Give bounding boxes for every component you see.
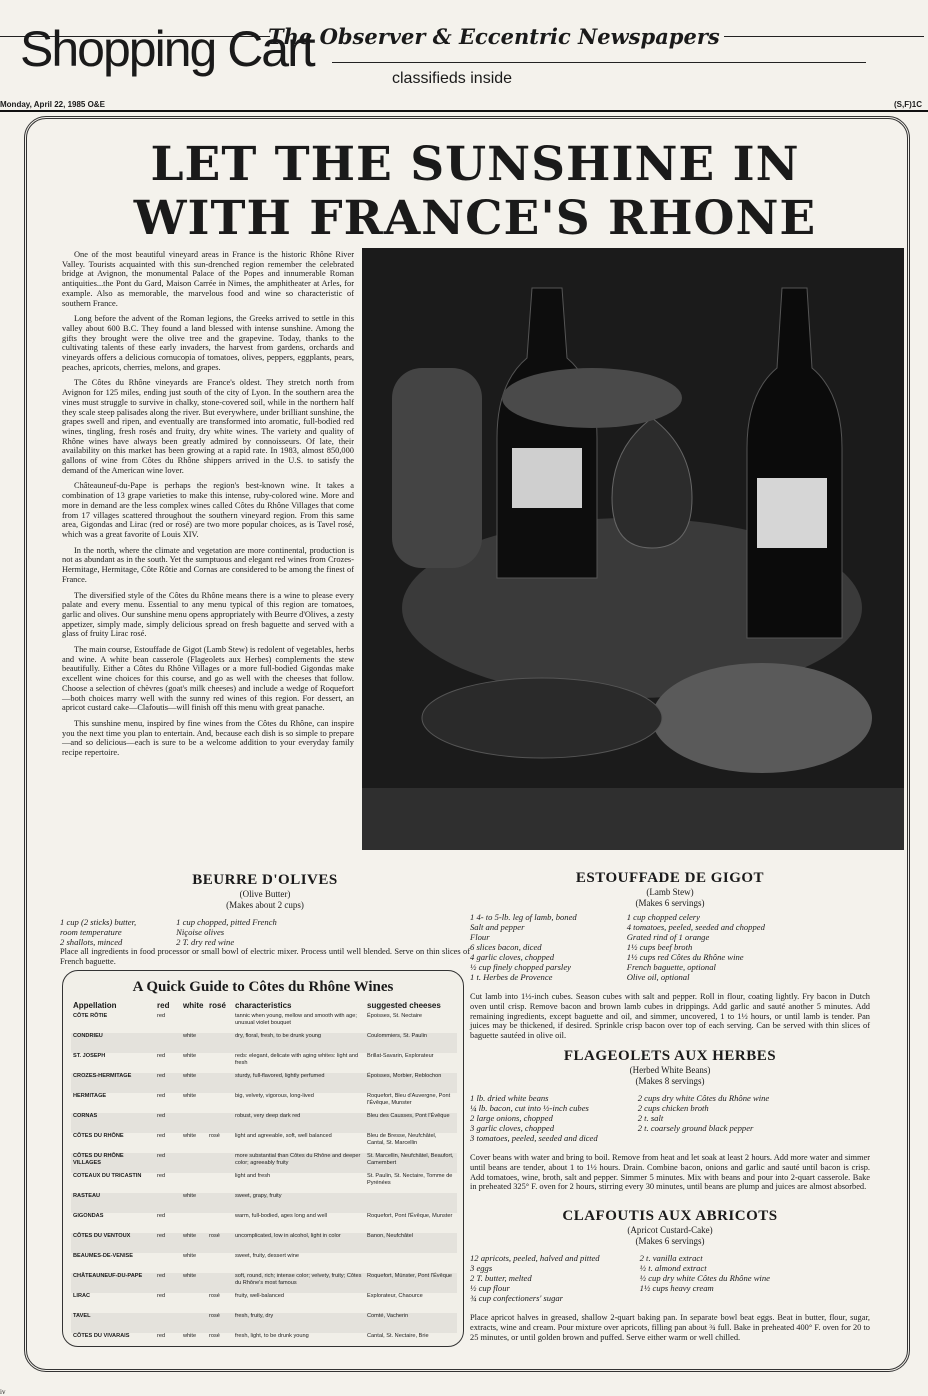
rose-cell	[207, 1113, 233, 1133]
appellation-cell: RASTEAU	[71, 1193, 155, 1213]
wine-guide-box	[62, 970, 464, 1347]
ingredient: Flour	[470, 932, 490, 942]
red-cell: red	[157, 1093, 166, 1099]
cheese-cell: Cantal, St. Nectaire, Brie	[367, 1333, 429, 1339]
characteristics-cell: uncomplicated, low in alcohol, light in color	[233, 1233, 365, 1253]
table-row	[71, 1033, 457, 1053]
characteristics-cell: light and agreeable, soft, well balanced	[235, 1133, 332, 1139]
ingredient: 1 lb. dried white beans	[470, 1093, 549, 1103]
red-cell: red	[155, 1233, 181, 1253]
cheese-cell: Bleu des Causses, Pont l'Évêque	[365, 1113, 457, 1133]
white-cell: white	[183, 1093, 197, 1099]
bottle-label-shape	[757, 478, 827, 548]
article-paragraph: One of the most beautiful vineyard areas in France is the historic Rhône River Valley. Tourists acquainted with this sun-drenched region remember the celebrated bridge at Avignon, the monumental Palace of the Popes and innumerable Roman antiquities...the Pont du Gard, Maison Carrée in Nimes, the amphitheater at Arles, for example. Also as memorable, the marvelous food and wine so characteristic of southern France.	[62, 250, 354, 308]
red-cell: red	[157, 1333, 166, 1339]
appellation-cell: BEAUMES-DE-VENISE	[73, 1253, 133, 1259]
recipe-yield: (Makes 6 servings)	[635, 898, 705, 908]
edge-mark: iv	[0, 1388, 6, 1396]
rose-cell: rosé	[209, 1293, 220, 1299]
recipe-flageolets-aux-herbes	[470, 1048, 870, 1192]
rose-cell	[207, 1253, 233, 1273]
ingredient: 1 t. Herbes de Provence	[470, 972, 553, 982]
article-paragraph: In the north, where the climate and vegetation are more continental, production is not as abundant as in the south. Yet the sumptuous and elegant red wines from Crozes-Hermitage, Hermitage, Côte Rôtie and Cornas are considered to be among the finest of France.	[62, 545, 354, 584]
ingredient: Niçoise olives	[176, 927, 225, 937]
red-cell: red	[155, 1113, 181, 1133]
cheese-cell: Époisses, St. Nectaire	[367, 1013, 423, 1019]
rose-cell	[207, 1093, 233, 1113]
recipe-title: FLAGEOLETS AUX HERBES	[563, 1048, 777, 1064]
appellation-cell: CONDRIEU	[71, 1033, 155, 1053]
header-rule	[0, 110, 928, 112]
ingredient: 2 t. coarsely ground black pepper	[637, 1123, 754, 1133]
headline-line-2: WITH FRANCE'S RHONE	[133, 191, 817, 246]
white-cell	[181, 1213, 207, 1233]
appellation-cell: TAVEL	[71, 1313, 155, 1333]
red-cell: red	[157, 1293, 166, 1299]
characteristics-cell: sturdy, full-flavored, lightly perfumed	[233, 1073, 365, 1093]
red-cell: red	[155, 1153, 181, 1173]
ingredient: 4 garlic cloves, chopped	[470, 952, 555, 962]
characteristics-cell: sweet, grapy, fruity	[233, 1193, 365, 1213]
article-paragraph: This sunshine menu, inspired by fine wines from the Côtes du Rhône, can inspire you the next time you plan to entertain. And, because each dish is so simple to prepare—and so delicious—each is sure to be a welcome addition to your everyday family recipe repertoire.	[62, 718, 354, 758]
red-cell: red	[157, 1053, 166, 1059]
characteristics-cell: fresh, light, to be drunk young	[235, 1333, 309, 1339]
white-cell: white	[183, 1053, 197, 1059]
table-row	[71, 1273, 457, 1293]
recipe-method: Place all ingredients in food processor or small bowl of electric mixer. Process until well blended. Serve on thin slices of French baguette.	[60, 947, 470, 966]
characteristics-cell: dry, floral, fresh, to be drunk young	[233, 1033, 365, 1053]
characteristics-cell: big, velvety, vigorous, long-lived	[235, 1093, 314, 1099]
table-row	[71, 1013, 457, 1033]
appellation-cell: LIRAC	[73, 1293, 91, 1299]
column-header: characteristics	[235, 1001, 292, 1010]
platter-shape	[422, 678, 662, 758]
ingredient: 3 eggs	[470, 1263, 493, 1273]
crock-shape	[392, 368, 482, 568]
appellation-cell: HERMITAGE	[73, 1093, 107, 1099]
bowl-shape	[652, 663, 872, 773]
photo-illustration	[362, 248, 904, 850]
rose-cell	[207, 1273, 233, 1293]
rose-cell	[207, 1173, 233, 1193]
ingredient: 1½ cups heavy cream	[639, 1283, 714, 1293]
rose-cell: rosé	[207, 1233, 233, 1253]
recipe-estouffade-de-gigot	[470, 870, 870, 1041]
ingredient: 2 large onions, chopped	[470, 1113, 553, 1123]
rose-cell	[207, 1033, 233, 1053]
red-cell	[155, 1313, 181, 1333]
appellation-cell: CORNAS	[71, 1113, 155, 1133]
ingredient: 2 cups dry white Côtes du Rhône wine	[637, 1093, 770, 1103]
white-cell	[181, 1173, 207, 1193]
ingredient: 1 cup chopped, pitted French	[176, 917, 277, 927]
ingredient: 2 t. vanilla extract	[639, 1253, 703, 1263]
recipe-yield: (Makes 6 servings)	[635, 1236, 705, 1246]
table-row	[71, 1293, 457, 1313]
ingredient: 1½ cups red Côtes du Rhône wine	[626, 952, 744, 962]
red-cell	[155, 1033, 181, 1053]
appellation-cell: CÔTES DU RHÔNE	[73, 1133, 124, 1139]
ingredient: French baguette, optional	[626, 962, 716, 972]
red-cell: red	[155, 1073, 181, 1093]
ingredient: Olive oil, optional	[626, 972, 690, 982]
characteristics-cell: warm, full-bodied, ages long and well	[235, 1213, 328, 1219]
column-header: Appellation	[73, 1001, 117, 1010]
appellation-cell: CHÂTEAUNEUF-DU-PAPE	[71, 1273, 155, 1293]
appellation-cell: COTEAUX DU TRICASTIN	[73, 1173, 142, 1179]
column-header: red	[157, 1001, 170, 1010]
wine-still-life-photo	[362, 248, 904, 850]
red-cell: red	[155, 1273, 181, 1293]
wine-guide-rows	[71, 1013, 457, 1353]
ingredient: 1 cup (2 sticks) butter,	[60, 917, 137, 927]
cheese-cell: Époisses, Morbier, Reblochon	[365, 1073, 457, 1093]
recipe-subtitle: (Herbed White Beans)	[629, 1065, 711, 1075]
column-header: rosé	[209, 1001, 226, 1010]
appellation-cell: CÔTES DU RHÔNE VILLAGES	[71, 1153, 155, 1173]
ingredient: 1 4- to 5-lb. leg of lamb, boned	[470, 912, 577, 922]
ingredient: 2 shallots, minced	[60, 937, 123, 947]
white-cell	[181, 1013, 207, 1033]
recipe-beurre-dolives	[60, 872, 470, 967]
table-row	[71, 1133, 457, 1153]
plate-shape	[502, 368, 682, 428]
ingredient: room temperature	[60, 927, 122, 937]
ingredient: Grated rind of 1 orange	[626, 932, 710, 942]
white-cell: white	[181, 1273, 207, 1293]
cheese-cell: Roquefort, Pont l'Évêque, Munster	[367, 1213, 453, 1219]
white-cell	[181, 1113, 207, 1133]
article-paragraph: The Côtes du Rhône vineyards are France's oldest. They stretch north from Avignon for 125 miles, ending just south of the city of Lyon. In the southern area the vines must struggle to survive in chalky, stone-covered soil, while in the northern half they scale steep palisades along the river. But everywhere, under brilliant sunshine, the grapes swell and ripen, and eventually are transformed into aromatic, full-bodied red wines, tingling, fresh rosés and fruity, dry white wines. The variety and quality of Rhône wines have always been greatly admired by connoisseurs. Of late, their availability on this market has been growing at a rapid rate. In 1983, almost 850,000 gallons of wine from Côtes du Rhône shippers arrived in the U.S. to satisfy the demand of the American wine lover.	[62, 378, 354, 475]
characteristics-cell: light and fresh	[235, 1173, 271, 1179]
white-cell: white	[183, 1253, 197, 1259]
newspaper-name: The Observer & Eccentric Newspapers	[268, 24, 720, 49]
ingredient: 1 cup chopped celery	[626, 912, 700, 922]
recipe-yield: (Makes about 2 cups)	[226, 900, 304, 910]
recipe-title: BEURRE D'OLIVES	[192, 872, 338, 888]
recipe-title: ESTOUFFADE DE GIGOT	[575, 870, 765, 886]
characteristics-cell: soft, round, rich; intense color; velvety, fruity; Côtes du Rhône's most famous	[233, 1273, 365, 1293]
recipe-yield: (Makes 8 servings)	[635, 1076, 705, 1086]
column-header: white	[183, 1001, 204, 1010]
table-row	[71, 1093, 457, 1113]
white-cell	[181, 1313, 207, 1333]
table-row	[71, 1253, 457, 1273]
ingredient: 4 tomatoes, peeled, seeded and chopped	[626, 922, 765, 932]
ingredient: Salt and pepper	[470, 922, 525, 932]
article-paragraph: Long before the advent of the Roman legions, the Greeks arrived to settle in this valley about 600 B.C. They found a land blessed with intense sunshine. Among the gifts they brought were the olive tree and the grapevine. Today, thanks to the cultivating talents of these early invaders, the harvest from gardens, orchards and vineyards offers a delicious cornucopia of tomatoes, olives, peppers, eggplants, pears, peaches, apricots, cherries, melons, and grapes.	[62, 314, 354, 372]
appellation-cell: CÔTE RÔTIE	[73, 1013, 108, 1019]
cheese-cell: Comté, Vacherin	[365, 1313, 457, 1333]
characteristics-cell: reds: elegant, delicate with aging whites: light and fresh	[235, 1053, 359, 1066]
white-cell: white	[183, 1333, 197, 1339]
article-paragraph: The diversified style of the Côtes du Rhône means there is a wine to please every palate and every menu. Essential to any menu typical of this region are tomatoes, garlic and olives. Our sunshine menu opens appropriately with Beurre d'Olives, a zesty appetizer, simply made, simply delicious spread on fresh baguette and served with a glass of fruity Lirac rosé.	[62, 590, 354, 639]
recipe-method: Cover beans with water and bring to boil. Remove from heat and let soak at least 2 hours. Add more water and simmer until beans are tender, about 1 to 1½ hours. Drain. Combine bacon, onions and garlic and sauté until bacon is crisp. Add tomatoes, wine, broth, salt and pepper. Simmer 5 minutes. Mix with beans and pour into 2-quart casserole. Bake in preheated 325° F. oven for 2 hours, stirring every 30 minutes, until beans are plump and juices are almost absorbed.	[470, 1153, 870, 1192]
rose-cell: rosé	[207, 1313, 233, 1333]
cheese-cell: Bleu de Bresse, Neufchâtel, Cantal, St. Marcellin	[367, 1133, 437, 1146]
recipe-method: Cut lamb into 1½-inch cubes. Season cubes with salt and pepper. Roll in flour, coating lightly. Fry bacon in Dutch oven until crisp. Remove bacon and brown lamb cubes in drippings. Add garlic and sauté another 5 minutes. Add remaining ingredients, except baguette and oil, and simmer, uncovered, 1 to 1½ hours, or until lamb is tender. Pan juices may be thickened, if desired. Sprinkle crisp bacon over top of each serving. Can be served with thin slices of baguette sautéed in olive oil.	[470, 992, 870, 1041]
wine-guide-table	[71, 1001, 457, 1353]
characteristics-cell: tannic when young, mellow and smooth with age; unusual violet bouquet	[235, 1013, 357, 1026]
ingredient: 2 t. salt	[637, 1113, 664, 1123]
ingredient: 1½ cups beef broth	[626, 942, 693, 952]
masthead-rule	[332, 62, 866, 63]
table-row	[71, 1053, 457, 1073]
cheese-cell: Brillat-Savarin, Explorateur	[367, 1053, 434, 1059]
rose-cell: rosé	[209, 1333, 220, 1339]
page-code: (S,F)1C	[894, 100, 922, 109]
table-row	[71, 1113, 457, 1133]
section-subtitle: classifieds inside	[392, 70, 513, 87]
appellation-cell: CÔTES DU VIVARAIS	[73, 1333, 130, 1339]
ingredient-list	[470, 1093, 598, 1143]
ingredient: 2 T. dry red wine	[176, 937, 235, 947]
intro-article	[62, 250, 354, 764]
ingredient: ¾ cup confectioners' sugar	[470, 1293, 564, 1303]
cheese-cell: St. Marcellin, Neufchâtel, Beaufort, Camembert	[365, 1153, 457, 1173]
ingredient-list	[627, 912, 765, 982]
table-row	[71, 1313, 457, 1333]
table-row	[71, 1213, 457, 1233]
characteristics-cell: sweet, fruity, dessert wine	[235, 1253, 299, 1259]
cheese-cell	[365, 1193, 457, 1213]
white-cell: white	[181, 1073, 207, 1093]
characteristics-cell: more substantial than Côtes du Rhône and deeper color; agreeably fruity	[233, 1153, 365, 1173]
characteristics-cell: fruity, well-balanced	[235, 1293, 285, 1299]
table-row	[71, 1233, 457, 1253]
ingredient: ½ cup finely chopped parsley	[470, 962, 571, 972]
recipe-subtitle: (Olive Butter)	[239, 889, 291, 899]
ingredient: 6 slices bacon, diced	[470, 942, 542, 952]
appellation-cell: CÔTES DU VENTOUX	[71, 1233, 155, 1253]
recipe-title: CLAFOUTIS AUX ABRICOTS	[562, 1208, 778, 1224]
ingredient: ¼ lb. bacon, cut into ½-inch cubes	[470, 1103, 589, 1113]
appellation-cell: ST. JOSEPH	[73, 1053, 106, 1059]
masthead-rule	[724, 36, 924, 37]
cheese-cell: St. Paulin, St. Nectaire, Tomme de Pyrénées	[367, 1173, 453, 1186]
column-header: suggested cheeses	[367, 1001, 441, 1010]
white-cell: white	[181, 1033, 207, 1053]
red-cell: red	[157, 1213, 166, 1219]
ingredient: 2 cups chicken broth	[637, 1103, 709, 1113]
bottle-label-shape	[512, 448, 582, 508]
recipe-method: Place apricot halves in greased, shallow 2-quart baking pan. In separate bowl beat eggs. Beat in butter, flour, sugar, extracts, wine and cream. Pour mixture over apricots, filling pan about ¾ full. Bake in preheated 400° F. oven for 20 to 25 minutes, or until golden brown and puffed. Serve either warm or well chilled.	[470, 1313, 870, 1342]
ingredient: 3 garlic cloves, chopped	[470, 1123, 555, 1133]
article-paragraph: Châteauneuf-du-Pape is perhaps the region's best-known wine. It takes a combination of 13 grape varieties to make this intense, ruby-colored wine. More and more in demand are the less complex wines called Côtes du Rhône Villages that come from 17 villages scattered throughout the southern vineyard region. From this same area, Gigondas and Lirac (red or rosé) are two more popular choices, as is Tavel rosé, which was a great favorite of Louis XIV.	[62, 481, 354, 539]
cheese-cell: Explorateur, Chaource	[367, 1293, 423, 1299]
recipe-subtitle: (Lamb Stew)	[646, 887, 694, 897]
table-row	[71, 1193, 457, 1213]
ingredient-list	[60, 917, 136, 947]
guide-title: A Quick Guide to Côtes du Rhône Wines	[132, 979, 394, 995]
cheese-cell: Banon, Neufchâtel	[365, 1233, 457, 1253]
ingredient: ½ cup flour	[470, 1283, 510, 1293]
recipe-clafoutis-aux-abricots	[470, 1208, 870, 1342]
ingredient-list	[176, 917, 277, 947]
cheese-cell: Roquefort, Bleu d'Auvergne, Pont l'Évêque, Munster	[367, 1093, 451, 1106]
white-cell: white	[181, 1193, 207, 1213]
dateline: Monday, April 22, 1985 O&E	[0, 100, 105, 109]
characteristics-cell: fresh, fruity, dry	[233, 1313, 365, 1333]
recipe-subtitle: (Apricot Custard-Cake)	[627, 1225, 713, 1235]
rose-cell	[207, 1193, 233, 1213]
ingredient: ½ cup dry white Côtes du Rhône wine	[639, 1273, 770, 1283]
cheese-cell	[365, 1253, 457, 1273]
ingredient: 2 T. butter, melted	[470, 1273, 532, 1283]
rose-cell	[207, 1013, 233, 1033]
rose-cell	[207, 1053, 233, 1073]
white-cell: white	[181, 1233, 207, 1253]
red-cell: red	[157, 1173, 166, 1179]
appellation-cell: GIGONDAS	[73, 1213, 104, 1219]
section-title: Shopping Cart	[20, 21, 314, 77]
rose-cell	[207, 1073, 233, 1093]
ingredient: ½ t. almond extract	[639, 1263, 707, 1273]
ingredient-list	[640, 1253, 770, 1303]
red-cell: red	[157, 1133, 166, 1139]
rose-cell	[207, 1213, 233, 1233]
ingredient-list	[470, 912, 577, 982]
table-header-row	[71, 1001, 457, 1013]
white-cell: white	[183, 1133, 197, 1139]
red-cell: red	[157, 1013, 166, 1019]
ingredient: 3 tomatoes, peeled, seeded and diced	[470, 1133, 598, 1143]
cheese-cell: Roquefort, Münster, Pont l'Évêque	[365, 1273, 457, 1293]
table-row	[71, 1333, 457, 1353]
white-cell	[181, 1153, 207, 1173]
ingredient: 12 apricots, peeled, halved and pitted	[470, 1253, 600, 1263]
table-row	[71, 1073, 457, 1093]
red-cell	[155, 1253, 181, 1273]
tablecloth-shape	[362, 788, 904, 850]
characteristics-cell: robust, very deep dark red	[233, 1113, 365, 1133]
white-cell	[181, 1293, 207, 1313]
headline-line-1: LET THE SUNSHINE IN	[150, 137, 800, 192]
cheese-cell: Coulommiers, St. Paulin	[365, 1033, 457, 1053]
article-paragraph: The main course, Estouffade de Gigot (Lamb Stew) is redolent of vegetables, herbs and wine. A white bean casserole (Flageolets aux Herbes) complements the stew beautifully. Either a Côtes du Rhône Villages or a more full-bodied Gigondas make excellent wine choices for this course, and go as well with the cheeses that follow. Choose a selection of chèvres (goat's milk cheeses) and include a wedge of Roquefort—both choices marry well with the sunny red wines of this region. For dessert, an apricot custard cake—Clafoutis—will finish off this menu with great panache.	[62, 645, 354, 713]
ingredient-list	[470, 1253, 600, 1303]
rose-cell	[207, 1153, 233, 1173]
table-row	[71, 1173, 457, 1193]
table-row	[71, 1153, 457, 1173]
red-cell	[155, 1193, 181, 1213]
ingredient-list	[638, 1093, 770, 1143]
appellation-cell: CROZES-HERMITAGE	[71, 1073, 155, 1093]
rose-cell: rosé	[209, 1133, 220, 1139]
